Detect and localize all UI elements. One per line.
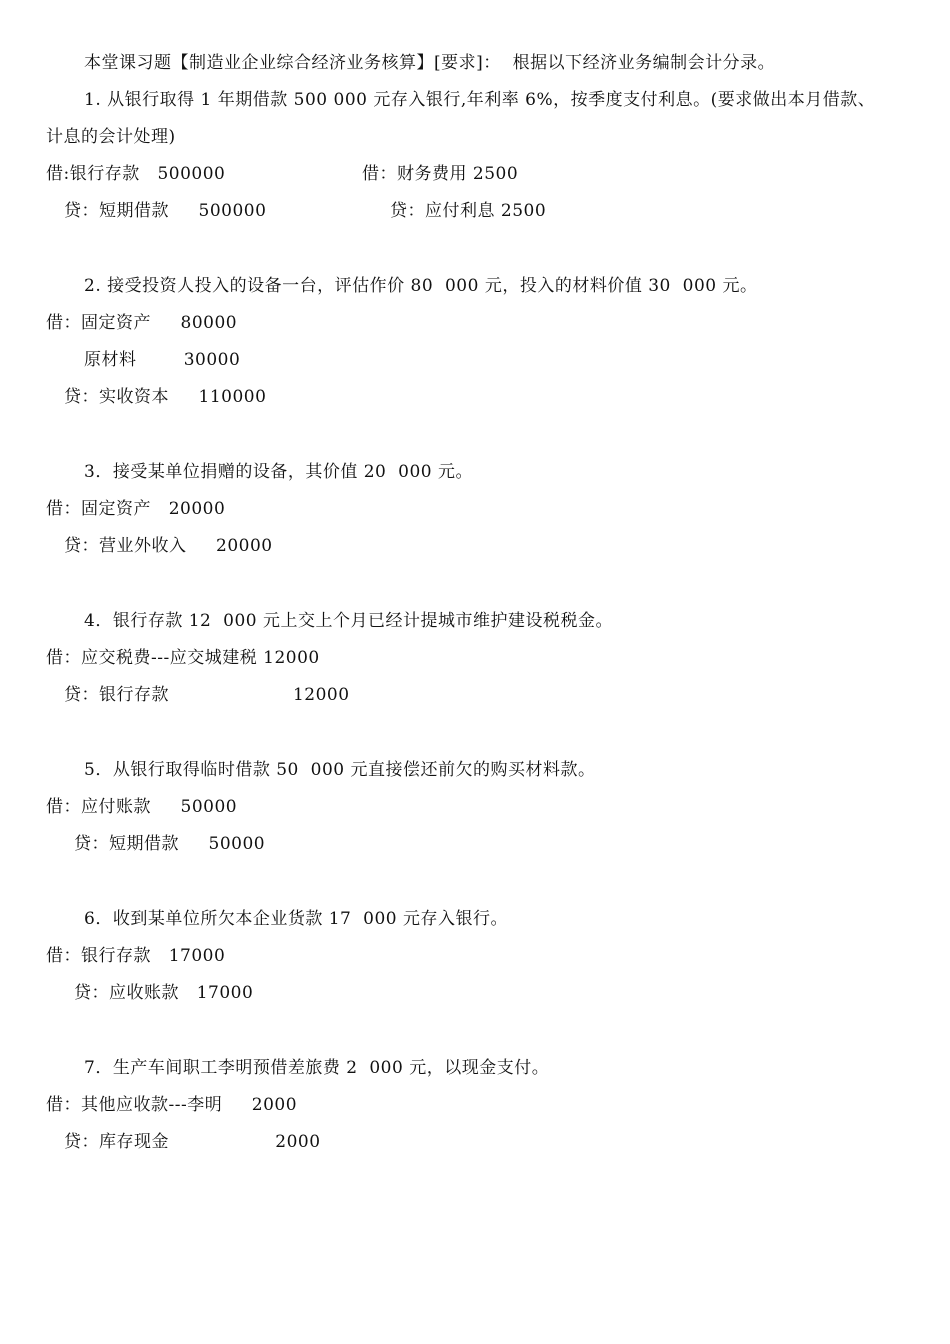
entry-6-debit: 借：银行存款 17000 [46,946,226,966]
entry-4-credit: 贷：银行存款 12000 [64,685,350,705]
document-header: 本堂课习题【制造业企业综合经济业务核算】[要求]： 根据以下经济业务编制会计分录。 [84,53,776,73]
entry-2-debit-raw-materials: 原材料 30000 [84,350,241,370]
question-2: 2. 接受投资人投入的设备一台，评估作价 80 000 元，投入的材料价值 30 000 元。 [84,276,758,296]
entry-3-debit: 借：固定资产 20000 [46,499,226,519]
entry-3-credit: 贷：营业外收入 20000 [64,536,273,556]
question-5: 5．从银行取得临时借款 50 000 元直接偿还前欠的购买材料款。 [84,760,596,780]
entry-5-credit: 贷：短期借款 50000 [74,834,266,854]
question-6: 6．收到某单位所欠本企业货款 17 000 元存入银行。 [84,909,509,929]
entry-1-credit-interest: 贷：应付利息 2500 [390,201,547,221]
entry-7-debit: 借：其他应收款---李明 2000 [46,1095,298,1115]
question-7: 7．生产车间职工李明预借差旅费 2 000 元，以现金支付。 [84,1058,550,1078]
entry-1-credit-loan: 贷：短期借款 500000 [64,201,267,221]
question-3: 3．接受某单位捐赠的设备，其价值 20 000 元。 [84,462,474,482]
question-1-line-1: 1. 从银行取得 1 年期借款 500 000 元存入银行,年利率 6%，按季度支付利息。(要求做出本月借款、 [84,90,876,110]
question-4: 4．银行存款 12 000 元上交上个月已经计提城市维护建设税税金。 [84,611,614,631]
entry-1-debit-finance-cost: 借：财务费用 2500 [362,164,519,184]
entry-6-credit: 贷：应收账款 17000 [74,983,254,1003]
entry-4-debit: 借：应交税费---应交城建税 12000 [46,648,320,668]
entry-2-credit-capital: 贷：实收资本 110000 [64,387,267,407]
entry-5-debit: 借：应付账款 50000 [46,797,238,817]
entry-7-credit: 贷：库存现金 2000 [64,1132,321,1152]
entry-2-debit-fixed-assets: 借：固定资产 80000 [46,313,238,333]
entry-1-debit-bank: 借:银行存款 500000 [46,164,226,184]
question-1-line-2: 计息的会计处理) [46,127,176,147]
